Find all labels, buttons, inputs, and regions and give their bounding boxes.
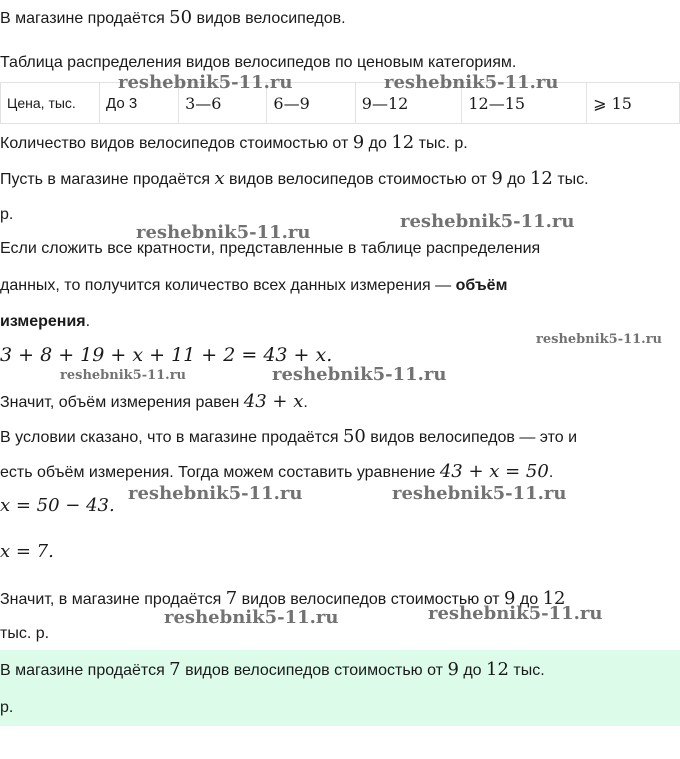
text-fragment: видов велосипедов — это и bbox=[365, 429, 578, 446]
text-fragment: видов велосипедов стоимостью от bbox=[180, 662, 448, 679]
watermark: reshebnik5-11.ru bbox=[536, 332, 663, 347]
math-number: 7 bbox=[225, 588, 238, 609]
text-fragment: В условии сказано, что в магазине продаётся bbox=[0, 429, 343, 446]
math-number: 12 bbox=[391, 132, 415, 153]
text-fragment: В магазине продаётся bbox=[0, 662, 170, 679]
text-fragment: видов велосипедов. bbox=[192, 10, 346, 27]
text-fragment: видов велосипедов стоимостью от bbox=[237, 591, 505, 608]
math-number: 9 bbox=[447, 659, 459, 680]
let-line-end: р. bbox=[0, 206, 14, 223]
solve-step-2: x = 7. bbox=[0, 541, 54, 562]
watermark: reshebnik5-11.ru bbox=[136, 222, 311, 243]
math-number: 7 bbox=[169, 659, 181, 680]
text-fragment: Количество видов велосипедов стоимостью от bbox=[0, 135, 353, 152]
sum-line-3 bbox=[0, 311, 90, 333]
text-fragment: Значит, объём измерения равен bbox=[0, 394, 244, 411]
watermark: reshebnik5-11.ru bbox=[60, 368, 187, 383]
text-fragment: . bbox=[85, 313, 91, 330]
table-cell: До 3 bbox=[100, 83, 179, 124]
condition-line-1 bbox=[0, 426, 577, 449]
watermark: reshebnik5-11.ru bbox=[400, 211, 575, 232]
math-variable: x bbox=[214, 168, 225, 189]
text-fragment: . bbox=[303, 394, 308, 411]
watermark: reshebnik5-11.ru bbox=[128, 483, 303, 504]
math-number: 12 bbox=[542, 588, 566, 609]
text-fragment: Пусть в магазине продаётся bbox=[0, 171, 215, 188]
watermark: reshebnik5-11.ru bbox=[392, 483, 567, 504]
distribution-table bbox=[0, 82, 680, 124]
table-caption: Таблица распределения видов велосипедов по ценовым категориям. bbox=[0, 54, 517, 71]
sum-line-1: Если сложить все кратности, представленные в таблице распределения bbox=[0, 240, 541, 257]
bold-term: измерения bbox=[0, 313, 86, 330]
math-expression: 43 + x = 50 bbox=[439, 461, 549, 482]
intro-text bbox=[0, 7, 346, 30]
math-number: 12 bbox=[529, 168, 553, 189]
math-number: 12 bbox=[486, 659, 509, 680]
text-fragment: видов велосипедов стоимостью от bbox=[224, 171, 492, 188]
math-number: 50 bbox=[342, 426, 366, 447]
conclusion-line-2: тыс. р. bbox=[0, 625, 50, 642]
watermark: reshebnik5-11.ru bbox=[428, 603, 603, 624]
text-fragment: данных, то получится количество всех данных измерения — bbox=[0, 277, 456, 294]
watermark: reshebnik5-11.ru bbox=[118, 72, 293, 93]
let-line bbox=[0, 168, 589, 191]
answer-line-2: р. bbox=[0, 699, 14, 716]
math-number: 9 bbox=[491, 168, 503, 189]
text-fragment: тыс. bbox=[552, 171, 589, 188]
text-fragment: до bbox=[515, 591, 543, 608]
question-line bbox=[0, 132, 468, 155]
answer-line-1 bbox=[0, 659, 545, 682]
table-cell: 9—12 bbox=[355, 83, 462, 124]
answer-box bbox=[0, 650, 680, 726]
text-fragment: есть объём измерения. Тогда можем составить уравнение bbox=[0, 464, 440, 481]
text-fragment: до bbox=[458, 662, 487, 679]
math-number: 9 bbox=[352, 132, 365, 153]
text-fragment: тыс. bbox=[508, 662, 545, 679]
table-header-cell: Цена, тыс. bbox=[1, 83, 100, 124]
table-cell: 3—6 bbox=[179, 83, 267, 124]
text-fragment: . bbox=[548, 464, 554, 481]
text-fragment: до bbox=[364, 135, 392, 152]
sum-line-2 bbox=[0, 275, 507, 297]
watermark: reshebnik5-11.ru bbox=[164, 607, 339, 628]
math-number: 50 bbox=[169, 7, 193, 28]
text-fragment: до bbox=[502, 171, 530, 188]
math-expression: 43 + x bbox=[243, 391, 304, 412]
table-cell: 12—15 bbox=[462, 83, 587, 124]
table-cell: 6—9 bbox=[267, 83, 355, 124]
sum-equation: 3 + 8 + 19 + x + 11 + 2 = 43 + x. bbox=[0, 344, 333, 366]
watermark: reshebnik5-11.ru bbox=[272, 364, 447, 385]
text-fragment: тыс. р. bbox=[414, 135, 468, 152]
volume-line bbox=[0, 391, 308, 414]
condition-line-2 bbox=[0, 461, 553, 484]
solve-step-1: x = 50 − 43. bbox=[0, 495, 115, 516]
table-row bbox=[1, 83, 680, 124]
text-fragment: Значит, в магазине продаётся bbox=[0, 591, 226, 608]
table-cell: ⩾ 15 bbox=[587, 83, 680, 124]
math-number: 9 bbox=[504, 588, 516, 609]
text-fragment: В магазине продаётся bbox=[0, 10, 170, 27]
watermark: reshebnik5-11.ru bbox=[384, 72, 559, 93]
bold-term: объём bbox=[455, 277, 508, 294]
